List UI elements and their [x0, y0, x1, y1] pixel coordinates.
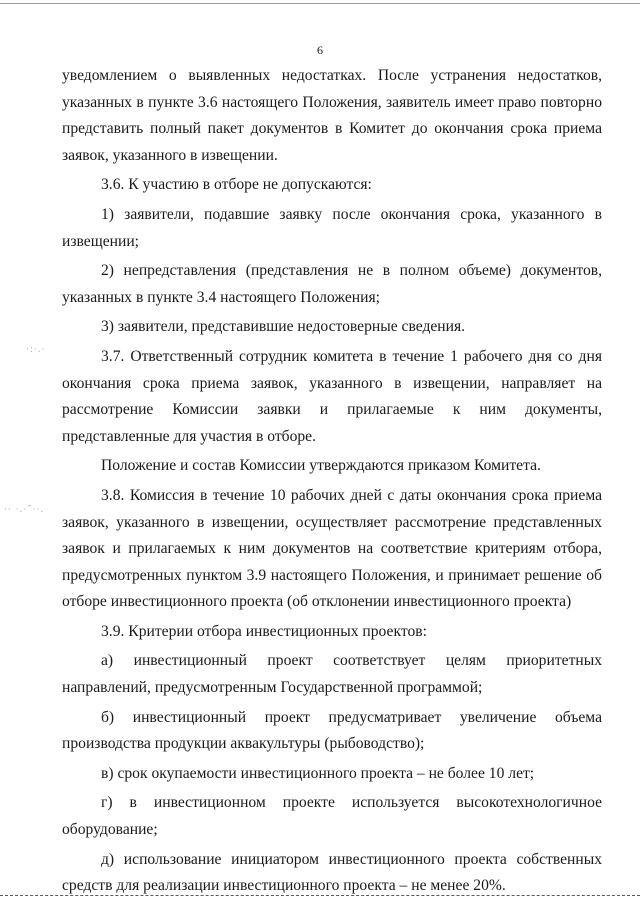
paragraph: 3.7. Ответственный сотрудник комитета в течение 1 рабочего дня со дня окончания срока приема заявок, указанного в извещении, направляет на рассмотрение Комиссии заявки и прилагаемые к ним документы, представленные для участия в отборе.: [62, 347, 602, 445]
section-heading: 3.9. Критерии отбора инвестиционных проектов:: [101, 622, 427, 640]
paragraph: Положение и состав Комиссии утверждаются приказом Комитета.: [101, 457, 541, 475]
list-item: 1) заявители, подавшие заявку после окончания срока, указанного в извещении;: [62, 205, 602, 250]
section-heading: 3.6. К участию в отборе не допускаются:: [101, 176, 372, 194]
paragraph: уведомлением о выявленных недостатках. После устранения недостатков, указанных в пункте 3.6 настоящего Положения, заявитель имеет право повторно представить полный пакет документов в Комитет до окончания срока приема заявок, указанного в извещении.: [62, 67, 602, 164]
scan-margin-mark: ·· ·.·˜··.: [4, 505, 45, 515]
scan-margin-mark: ·:·.·: [26, 345, 46, 355]
document-body: [62, 63, 602, 900]
list-item: 3) заявители, представившие недостоверные сведения.: [101, 318, 466, 336]
list-item: г) в инвестиционном проекте используется высокотехнологичное оборудование;: [62, 794, 602, 839]
bottom-edge-line: [0, 895, 640, 896]
paragraph: 3.8. Комиссия в течение 10 рабочих дней с даты окончания срока приема заявок, указанного в извещении, осуществляет рассмотрение представленных заявок и прилагаемых к ним документов на соответствие критериям отбора, предусмотренных пунктом 3.9 настоящего Положения, и принимает решение об отборе инвестиционного проекта (об отклонении инвестиционного проекта): [62, 486, 602, 611]
list-item: 2) непредставления (представления не в полном объеме) документов, указанных в пункте 3.4 настоящего Положения;: [62, 262, 602, 306]
list-item: б) инвестиционный проект предусматривает увеличение объема производства продукции аквакультуры (рыбоводство);: [62, 708, 602, 753]
top-edge-line: [0, 3, 640, 4]
list-item: в) срок окупаемости инвестиционного проекта – не более 10 лет;: [101, 764, 535, 782]
list-item: а) инвестиционный проект соответствует целям приоритетных направлений, предусмотренным Государственной программой;: [62, 652, 602, 697]
page-number: 6: [317, 43, 323, 57]
list-item: д) использование инициатором инвестиционного проекта собственных средств для реализации инвестиционного проекта – не менее 20%.: [62, 850, 602, 895]
